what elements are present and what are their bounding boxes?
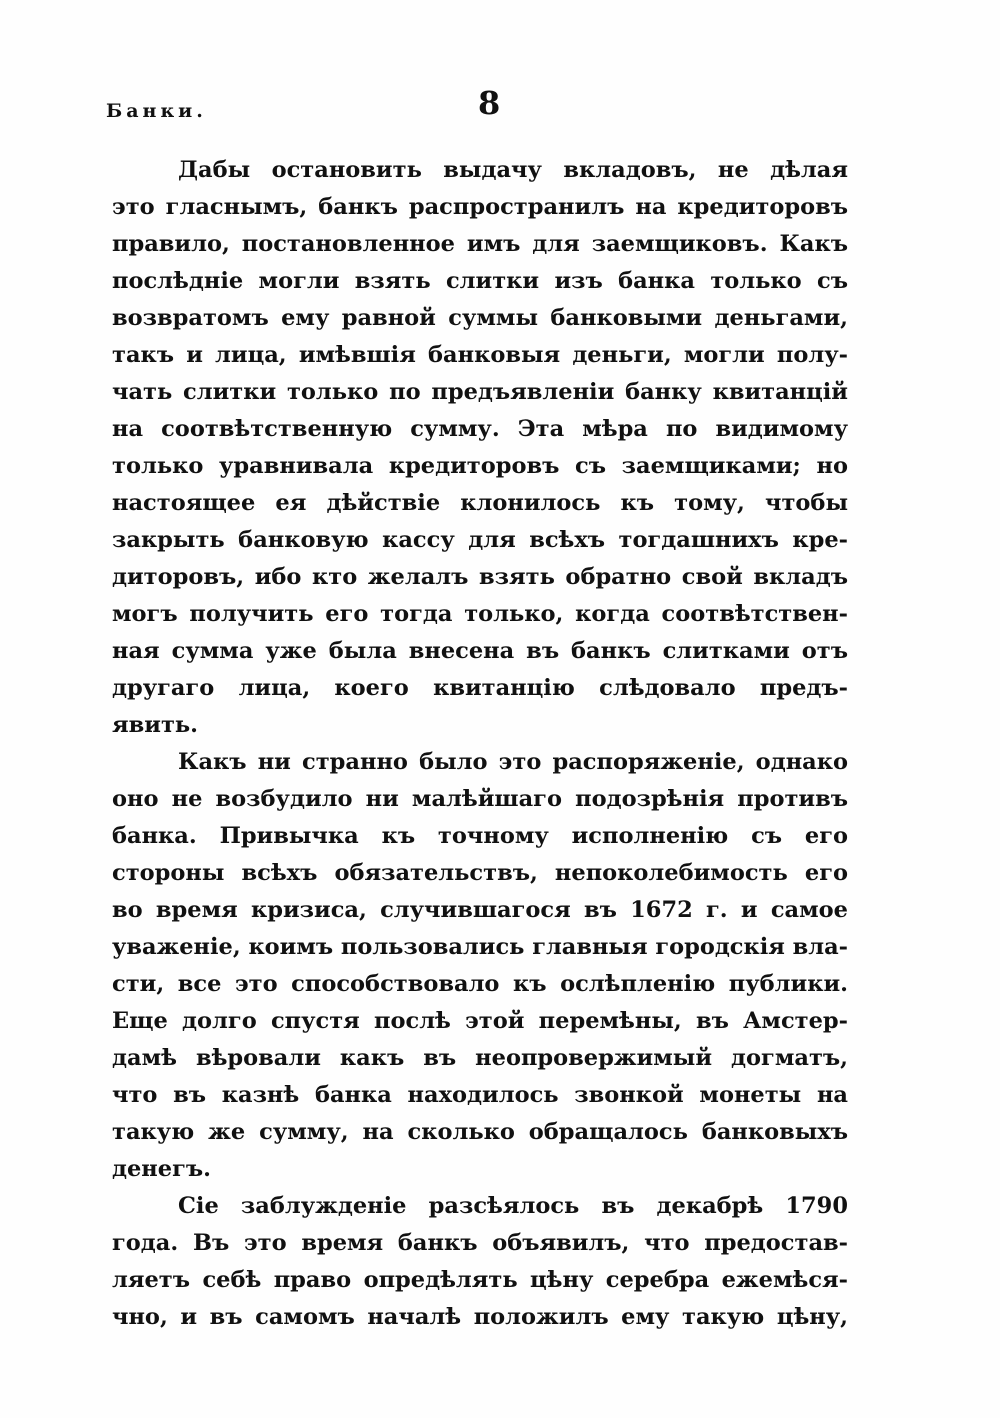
text-line: послѣдніе могли взять слитки изъ банка только съ bbox=[112, 268, 848, 294]
text-line: ляетъ себѣ право опредѣлять цѣну серебра ежемѣся- bbox=[112, 1267, 848, 1293]
paragraph-3 bbox=[112, 1188, 848, 1336]
running-head: Банки. bbox=[106, 100, 207, 122]
text-line: оно не возбудило ни малѣйшаго подозрѣнія противъ bbox=[112, 786, 848, 812]
text-line: возвратомъ ему равной суммы банковыми деньгами, bbox=[112, 305, 848, 331]
text-line: такую же сумму, на сколько обращалось банковыхъ bbox=[112, 1119, 848, 1145]
text-line: только уравнивала кредиторовъ съ заемщиками; но bbox=[112, 453, 848, 479]
text-line: чно, и въ самомъ началѣ положилъ ему такую цѣну, bbox=[112, 1304, 848, 1330]
paragraph-2 bbox=[112, 744, 848, 1188]
text-line: ная сумма уже была внесена въ банкъ слитками отъ bbox=[112, 638, 848, 664]
text-line: Сіе заблужденіе разсѣялось въ декабрѣ 1790 bbox=[178, 1193, 848, 1219]
text-line: Какъ ни странно было это распоряженіе, однако bbox=[178, 749, 848, 775]
text-line: денегъ. bbox=[112, 1156, 211, 1182]
text-line: во время кризиса, случившагося въ 1672 г. и самое bbox=[112, 897, 848, 923]
text-line: на соотвѣтственную сумму. Эта мѣра по видимому bbox=[112, 416, 848, 442]
text-line: сти, все это способствовало къ ослѣпленію публики. bbox=[112, 971, 848, 997]
text-line: закрыть банковую кассу для всѣхъ тогдашнихъ кре- bbox=[112, 527, 848, 553]
text-line: Еще долго спустя послѣ этой перемѣны, въ Амстер- bbox=[112, 1008, 848, 1034]
text-line: диторовъ, ибо кто желалъ взять обратно свой вкладъ bbox=[112, 564, 848, 590]
text-line: настоящее ея дѣйствіе клонилось къ тому, чтобы bbox=[112, 490, 848, 516]
text-line: могъ получить его тогда только, когда соотвѣтствен- bbox=[112, 601, 848, 627]
text-line: правило, постановленное имъ для заемщиковъ. Какъ bbox=[112, 231, 848, 257]
text-line: явить. bbox=[112, 712, 198, 738]
body-text bbox=[112, 152, 848, 1336]
text-line: дамѣ вѣровали какъ въ неопровержимый догматъ, bbox=[112, 1045, 848, 1071]
text-line: такъ и лица, имѣвшія банковыя деньги, могли полу- bbox=[112, 342, 848, 368]
page-number: 8 bbox=[478, 84, 501, 122]
text-line: другаго лица, коего квитанцію слѣдовало предъ- bbox=[112, 675, 848, 701]
text-line: уваженіе, коимъ пользовались главныя городскія вла- bbox=[112, 934, 848, 960]
text-line: это гласнымъ, банкъ распространилъ на кредиторовъ bbox=[112, 194, 848, 220]
text-line: Дабы остановить выдачу вкладовъ, не дѣлая bbox=[178, 157, 848, 183]
text-line: года. Въ это время банкъ объявилъ, что предостав- bbox=[112, 1230, 848, 1256]
paragraph-1 bbox=[112, 152, 848, 744]
text-line: что въ казнѣ банка находилось звонкой монеты на bbox=[112, 1082, 848, 1108]
text-line: стороны всѣхъ обязательствъ, непоколебимость его bbox=[112, 860, 848, 886]
text-line: чать слитки только по предъявленіи банку квитанцій bbox=[112, 379, 848, 405]
text-line: банка. Привычка къ точному исполненію съ его bbox=[112, 823, 848, 849]
